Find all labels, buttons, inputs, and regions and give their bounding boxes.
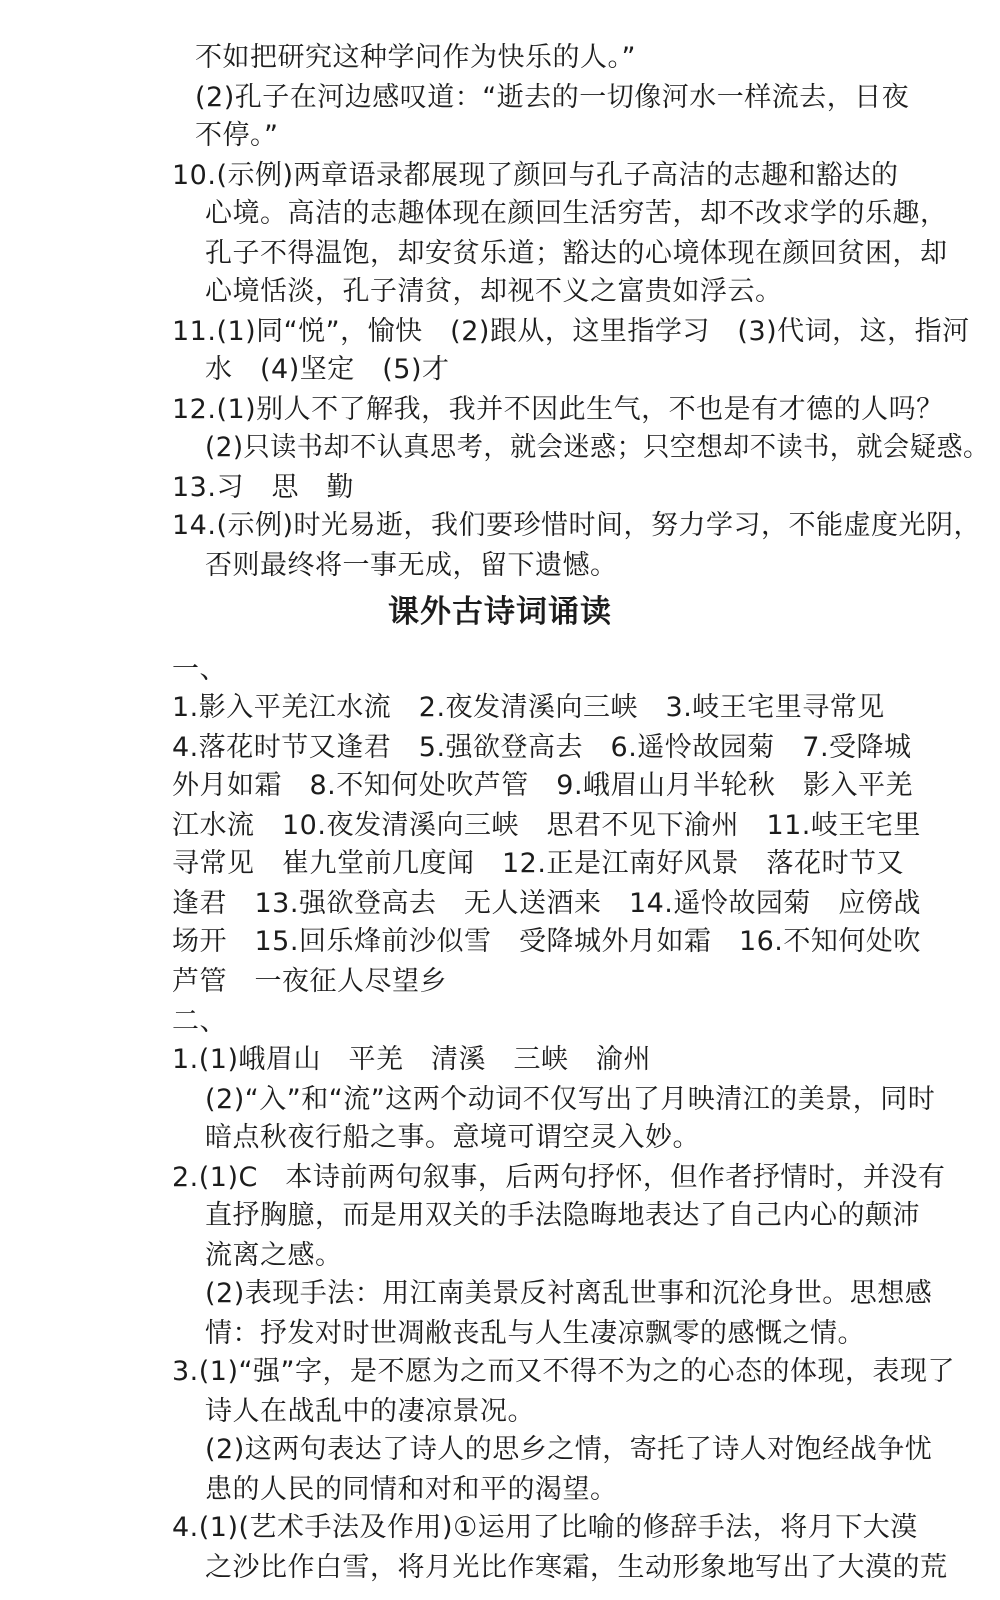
text-line: 江水流 10.夜发清溪向三峡 思君不见下渝州 11.岐王宅里: [172, 810, 921, 841]
text-line: (2)孔子在河边感叹道：“逝去的一切像河水一样流去，日夜: [195, 82, 910, 113]
text-line: 3.(1)“强”字，是不愿为之而又不得不为之的心态的体现，表现了: [172, 1356, 955, 1387]
text-line: 11.(1)同“悦”，愉快 (2)跟从，这里指学习 (3)代词，这，指河: [172, 316, 970, 347]
text-line: 13.习 思 勤: [172, 472, 354, 503]
text-line: (2)“入”和“流”这两个动词不仅写出了月映清江的美景，同时: [205, 1084, 936, 1115]
text-line: 14.(示例)时光易逝，我们要珍惜时间，努力学习，不能虚度光阴，: [172, 510, 982, 541]
text-line: 之沙比作白雪，将月光比作寒霜，生动形象地写出了大漠的荒: [205, 1552, 948, 1583]
text-line: (2)表现手法：用江南美景反衬离乱世事和沉沦身世。思想感: [205, 1278, 933, 1309]
text-line: 二、: [172, 1006, 227, 1037]
text-line: 孔子不得温饱，却安贫乐道；豁达的心境体现在颜回贫困，却: [205, 238, 948, 269]
text-line: 诗人在战乱中的凄凉景况。: [205, 1396, 535, 1427]
text-line: 4.落花时节又逢君 5.强欲登高去 6.遥怜故园菊 7.受降城: [172, 732, 912, 763]
text-line: 2.(1)C 本诗前两句叙事，后两句抒怀，但作者抒情时，并没有: [172, 1162, 946, 1193]
text-line: 4.(1)(艺术手法及作用)①运用了比喻的修辞手法，将月下大漠: [172, 1512, 918, 1543]
text-line: 暗点秋夜行船之事。意境可谓空灵入妙。: [205, 1122, 700, 1153]
text-line: 12.(1)别人不了解我，我并不因此生气，不也是有才德的人吗？: [172, 394, 944, 425]
text-line: (2)这两句表达了诗人的思乡之情，寄托了诗人对饱经战争忧: [205, 1434, 933, 1465]
text-line: 水 (4)坚定 (5)才: [205, 354, 450, 385]
text-line: 心境恬淡，孔子清贫，却视不义之富贵如浮云。: [205, 276, 783, 307]
text-line: 不如把研究这种学问作为快乐的人。”: [195, 42, 636, 73]
text-line: 1.影入平羌江水流 2.夜发清溪向三峡 3.岐王宅里寻常见: [172, 692, 885, 723]
text-line: 直抒胸臆，而是用双关的手法隐晦地表达了自己内心的颠沛: [205, 1200, 920, 1231]
section-title: 课外古诗词诵读: [388, 594, 612, 630]
text-line: 心境。高洁的志趣体现在颜回生活穷苦，却不改求学的乐趣，: [205, 198, 948, 229]
text-line: 不停。”: [195, 120, 279, 151]
text-line: 场开 15.回乐烽前沙似雪 受降城外月如霜 16.不知何处吹: [172, 926, 921, 957]
text-line: 寻常见 崔九堂前几度闻 12.正是江南好风景 落花时节又: [172, 848, 904, 879]
text-line: (2)只读书却不认真思考，就会迷惑；只空想却不读书，就会疑惑。: [205, 432, 990, 463]
text-line: 1.(1)峨眉山 平羌 清溪 三峡 渝州: [172, 1044, 652, 1075]
text-line: 情：抒发对时世凋敝丧乱与人生凄凉飘零的感慨之情。: [205, 1318, 865, 1349]
text-line: 患的人民的同情和对和平的渴望。: [205, 1474, 618, 1505]
text-line: 否则最终将一事无成，留下遗憾。: [205, 550, 618, 581]
text-line: 流离之感。: [205, 1240, 343, 1271]
text-line: 一、: [172, 654, 227, 685]
text-line: 逢君 13.强欲登高去 无人送酒来 14.遥怜故园菊 应傍战: [172, 888, 921, 919]
text-line: 10.(示例)两章语录都展现了颜回与孔子高洁的志趣和豁达的: [172, 160, 899, 191]
text-line: 外月如霜 8.不知何处吹芦管 9.峨眉山月半轮秋 影入平羌: [172, 770, 914, 801]
text-line: 芦管 一夜征人尽望乡: [172, 966, 447, 997]
